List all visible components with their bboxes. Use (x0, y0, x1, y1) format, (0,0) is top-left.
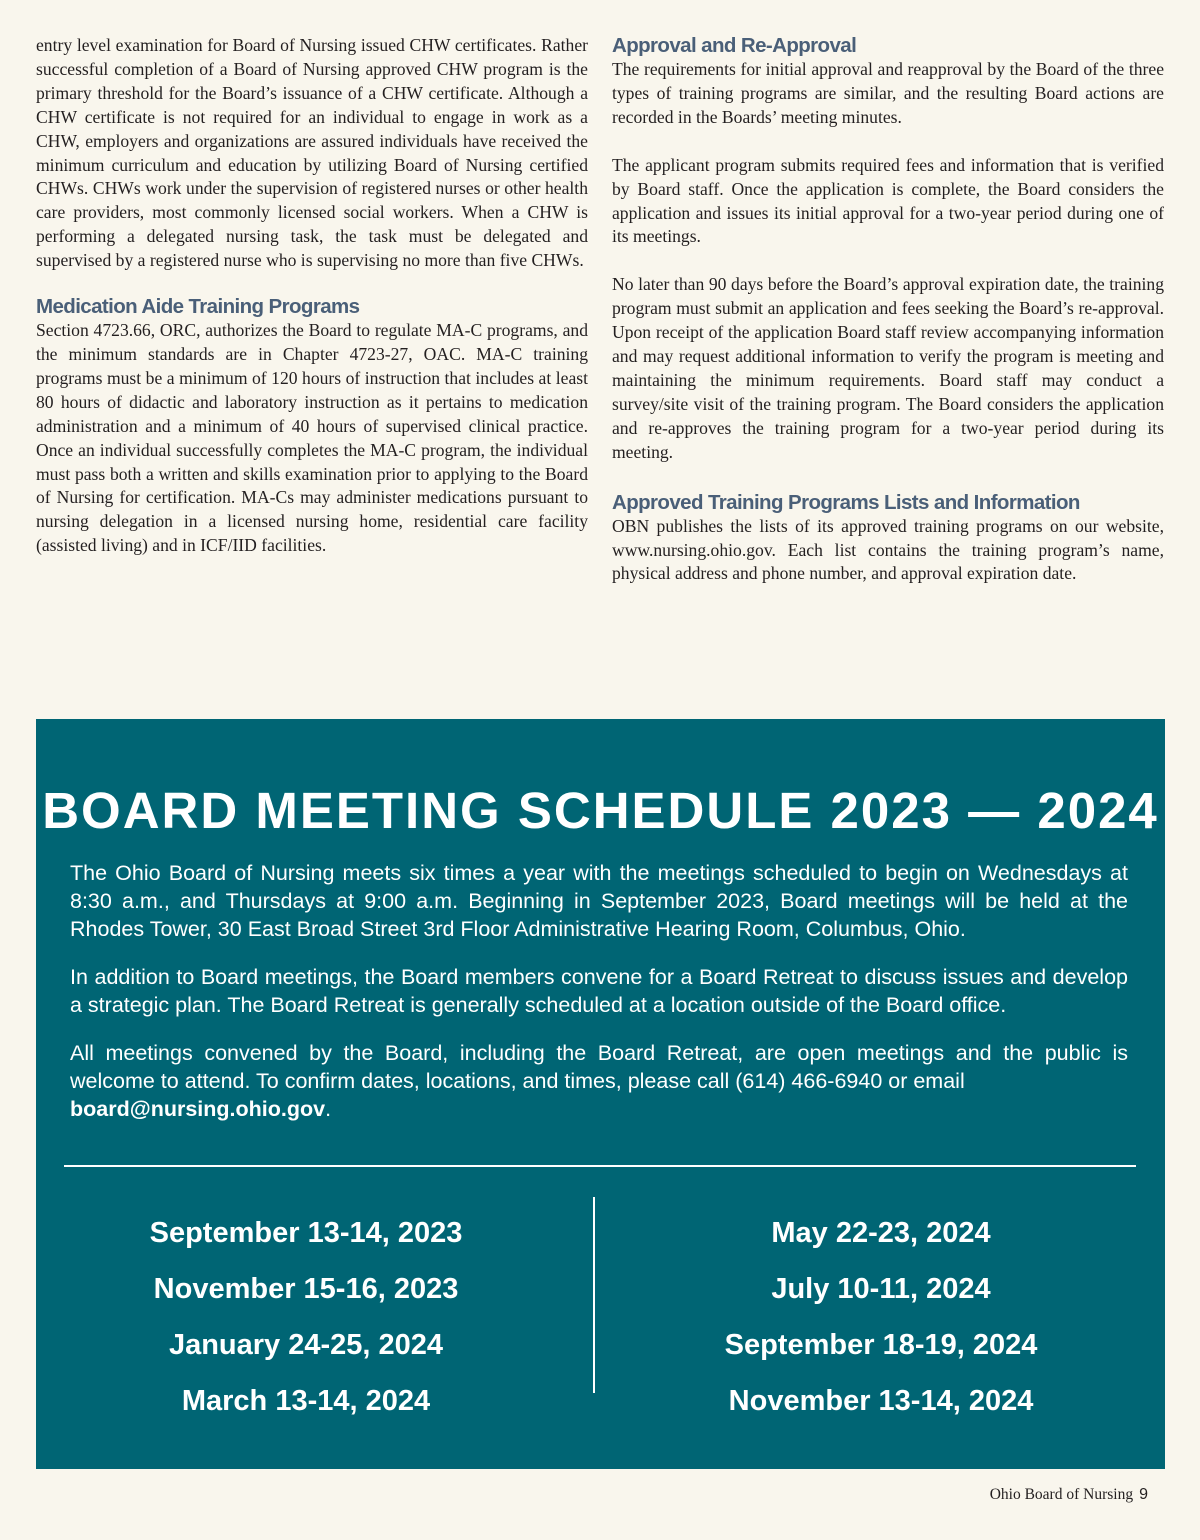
meeting-date: July 10-11, 2024 (771, 1273, 991, 1305)
left-column (36, 34, 588, 558)
board-meeting-schedule-box (36, 719, 1165, 1469)
meeting-date: January 24-25, 2024 (168, 1329, 444, 1361)
board-schedule-paragraph-3 (70, 1039, 1128, 1123)
board-schedule-paragraph-2: In addition to Board meetings, the Board members convene for a Board Retreat to discuss issues and develop a strategic plan. The Board Retreat is generally scheduled at a location outside of the Board office. (70, 965, 1128, 1017)
board-email-link[interactable]: board@nursing.ohio.gov (70, 1097, 326, 1121)
dates-left-column (36, 1205, 576, 1429)
board-schedule-paragraph-1: The Ohio Board of Nursing meets six times a year with the meetings scheduled to begin on Wednesdays at 8:30 a.m., and Thursdays at 9:00 a.m. Beginning in September 2023, Board meetings will be held at the Rhodes Tower, 30 East Broad Street 3rd Floor Administrative Hearing Room, Columbus, Ohio. (70, 861, 1128, 941)
approved-lists-heading: Approved Training Programs Lists and Information (612, 490, 1080, 514)
board-schedule-title: BOARD MEETING SCHEDULE 2023 — 2024 (42, 782, 1159, 839)
vertical-divider (593, 1197, 595, 1393)
right-column (612, 34, 1164, 586)
meeting-date: September 13-14, 2023 (149, 1217, 463, 1249)
horizontal-divider (64, 1165, 1136, 1167)
page-number: 9 (1139, 1486, 1148, 1503)
email-suffix: . (325, 1097, 332, 1121)
meeting-date: September 18-19, 2024 (724, 1329, 1038, 1361)
approval-paragraph-2: The applicant program submits required fees and information that is verified by Board staff. Once the application is complete, the Board considers the application and issues its initial approval for a two-year period during one of its meetings. (612, 154, 1164, 247)
approval-paragraph-1: The requirements for initial approval and reapproval by the Board of the three types of training programs are similar, and the resulting Board actions are recorded in the Boards’ meeting minutes. (612, 59, 1164, 127)
board-schedule-paragraph-3-text: All meetings convened by the Board, including the Board Retreat, are open meetings and the public is welcome to attend. To confirm dates, locations, and times, please call (614) 466-6940 or email (70, 1041, 1128, 1093)
dates-right-column (611, 1205, 1151, 1429)
meeting-date: November 15-16, 2023 (153, 1273, 459, 1305)
board-schedule-text (70, 859, 1128, 1143)
footer-publication: Ohio Board of Nursing (989, 1486, 1134, 1503)
intro-paragraph: entry level examination for Board of Nursing issued CHW certificates. Rather successful completion of a Board of Nursing approved CHW program is the primary threshold for the Board’s issuance of a CHW certificate. Although a CHW certificate is not required for an individual to engage in work as a CHW, employers and organizations are assured individuals have received the minimum curriculum and education by utilizing Board of Nursing certified CHWs. CHWs work under the supervision of registered nurses or other health care providers, most commonly licensed social workers. When a CHW is performing a delegated nursing task, the task must be delegated and supervised by a registered nurse who is supervising no more than five CHWs. (36, 35, 588, 271)
approved-lists-paragraph: OBN publishes the lists of its approved training programs on our website, www.nursing.ohio.gov. Each list contains the training program’s name, physical address and phone number, and approval expiration date. (612, 515, 1164, 584)
meeting-date: March 13-14, 2024 (181, 1385, 431, 1417)
meeting-date: May 22-23, 2024 (771, 1217, 991, 1249)
meeting-date: November 13-14, 2024 (728, 1385, 1034, 1417)
medication-aide-heading: Medication Aide Training Programs (36, 295, 360, 319)
page-footer (990, 1486, 1148, 1504)
approval-heading: Approval and Re-Approval (612, 34, 857, 57)
medication-aide-paragraph: Section 4723.66, ORC, authorizes the Board to regulate MA-C programs, and the minimum standards are in Chapter 4723-27, OAC. MA-C training programs must be a minimum of 120 hours of instruction that includes at least 80 hours of didactic and laboratory instruction as it pertains to medication administration and a minimum of 40 hours of supervised clinical practice. Once an individual successfully completes the MA-C program, the individual must pass both a written and skills examination prior to applying to the Board of Nursing for certification. MA-Cs may administer medications pursuant to nursing delegation in a licensed nursing home, residential care facility (assisted living) and in ICF/IID facilities. (36, 320, 588, 556)
approval-paragraph-3: No later than 90 days before the Board’s approval expiration date, the training program must submit an application and fees seeking the Board’s re-approval. Upon receipt of the application Board staff review accompanying information and may request additional information to verify the program is meeting and maintaining the minimum requirements. Board staff may conduct a survey/site visit of the training program. The Board considers the application and re-approves the training program for a two-year period during its meeting. (612, 274, 1164, 462)
